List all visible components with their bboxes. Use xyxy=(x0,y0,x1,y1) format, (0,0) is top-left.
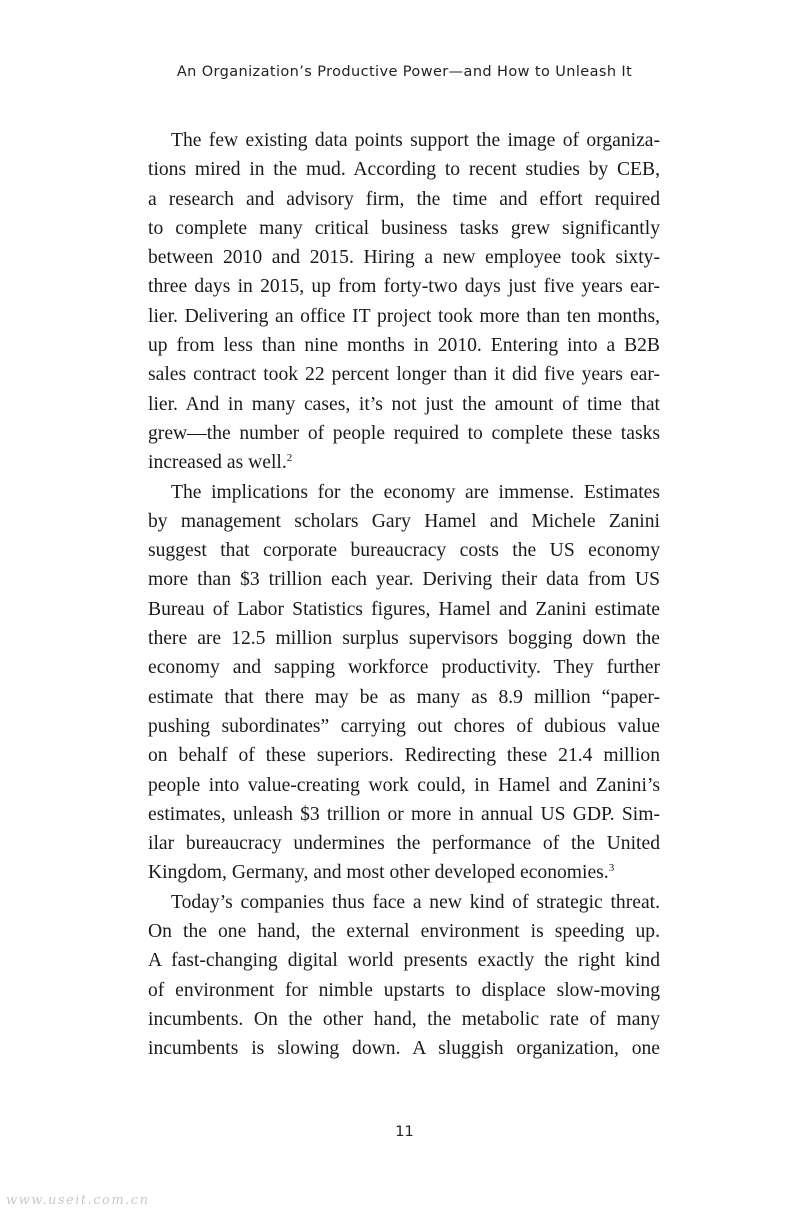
text-line: The few existing data points support the image of organiza- xyxy=(171,130,660,151)
text-line: pushing subordinates” carrying out chores of dubious value xyxy=(148,715,660,737)
text-line: ilar bureaucracy undermines the performance of the United xyxy=(148,833,660,855)
text-line: grew—the number of people required to complete these tasks xyxy=(148,422,660,444)
text-line: there are 12.5 million surplus supervisors bogging down the xyxy=(148,628,660,650)
text-line: a research and advisory firm, the time and effort required xyxy=(148,188,660,210)
page-number: 11 xyxy=(395,1124,414,1140)
text-line: estimates, unleash $3 trillion or more in annual US GDP. Sim- xyxy=(148,803,660,825)
text-line: tions mired in the mud. According to recent studies by CEB, xyxy=(148,159,660,181)
text-line: Bureau of Labor Statistics figures, Hamel and Zanini estimate xyxy=(148,598,660,620)
text-line: to complete many critical business tasks grew significantly xyxy=(148,217,660,239)
text-line: economy and sapping workforce productivity. They further xyxy=(148,657,660,679)
text-line: sales contract took 22 percent longer than it did five years ear- xyxy=(148,364,660,386)
text-line: A fast-changing digital world presents exactly the right kind xyxy=(148,950,660,972)
text-line: On the one hand, the external environment is speeding up. xyxy=(148,921,660,943)
footnote-ref: 2 xyxy=(286,452,293,465)
text-line: incumbents is slowing down. A sluggish organization, one xyxy=(148,1038,660,1060)
text-line: of environment for nimble upstarts to displace slow-moving xyxy=(148,979,660,1001)
footnote-ref: 3 xyxy=(608,862,615,875)
text-line: on behalf of these superiors. Redirecting these 21.4 million xyxy=(148,745,660,767)
text-line: by management scholars Gary Hamel and Michele Zanini xyxy=(148,510,660,532)
text-line: three days in 2015, up from forty-two days just five years ear- xyxy=(148,276,660,298)
text-line: people into value-creating work could, in Hamel and Zanini’s xyxy=(148,774,660,796)
text-line xyxy=(148,448,660,477)
text-line: lier. Delivering an office IT project took more than ten months, xyxy=(148,305,660,327)
text-line: lier. And in many cases, it’s not just the amount of time that xyxy=(148,393,660,415)
text-line: The implications for the economy are immense. Estimates xyxy=(171,481,660,503)
watermark: www.useit.com.cn xyxy=(6,1193,150,1208)
text-line: between 2010 and 2015. Hiring a new employee took sixty- xyxy=(148,247,660,269)
text-line: Today’s companies thus face a new kind of strategic threat. xyxy=(171,891,660,913)
text-line: estimate that there may be as many as 8.9 million “paper- xyxy=(148,686,660,708)
paragraph-2 xyxy=(148,478,660,888)
body-text xyxy=(148,126,660,1064)
text-line-content: increased as well. xyxy=(148,452,287,474)
paragraph-1 xyxy=(148,126,660,478)
text-line-content: Kingdom, Germany, and most other developed economies. xyxy=(148,862,609,884)
text-line: more than $3 trillion each year. Deriving their data from US xyxy=(148,569,660,591)
paragraph-3 xyxy=(148,888,660,1064)
text-line: incumbents. On the other hand, the metabolic rate of many xyxy=(148,1008,660,1030)
text-line: suggest that corporate bureaucracy costs the US economy xyxy=(148,540,660,562)
text-line: up from less than nine months in 2010. Entering into a B2B xyxy=(148,335,660,357)
text-line xyxy=(148,858,660,887)
running-head: An Organization’s Productive Power—and How to Unleash It xyxy=(176,64,633,80)
